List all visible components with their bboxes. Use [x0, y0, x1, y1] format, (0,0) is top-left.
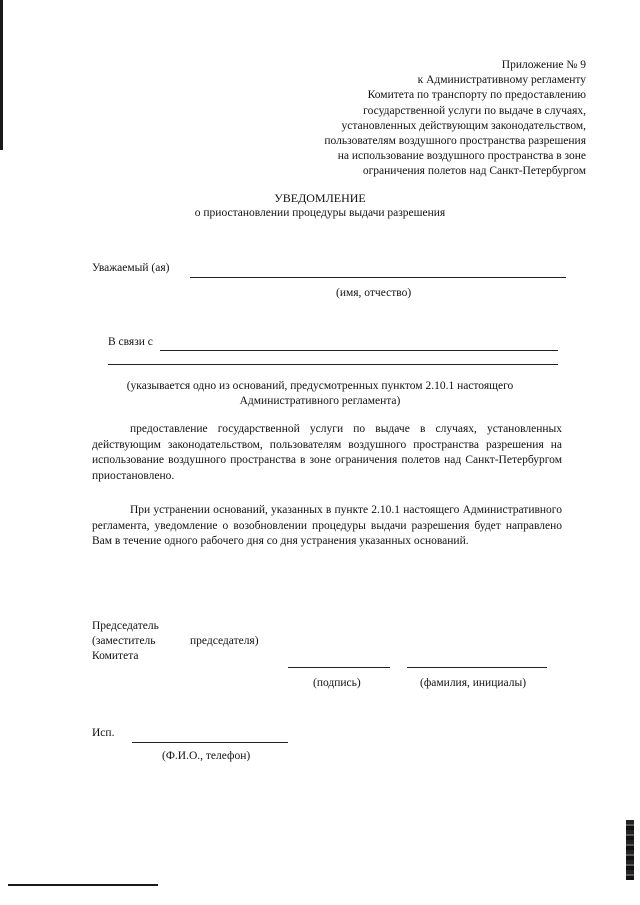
- signature-caption: (подпись): [313, 677, 361, 689]
- document-title: УВЕДОМЛЕНИЕ: [274, 191, 366, 205]
- signature-line: [288, 667, 390, 668]
- appendix-line: государственной услуги по выдаче в случаях,: [363, 104, 586, 117]
- appendix-header: [266, 58, 586, 180]
- appendix-line: ограничения полетов над Санкт-Петербургом: [362, 165, 586, 178]
- scan-edge-left: [0, 0, 3, 150]
- body-paragraph-2: [92, 503, 562, 550]
- executor-line: [132, 742, 288, 743]
- appendix-line: Комитета по транспорту по предоставлению: [367, 89, 586, 102]
- signer-title-line3: Комитета: [92, 650, 139, 662]
- signer-title-line1: Председатель: [92, 620, 159, 632]
- name-line: [407, 667, 547, 668]
- signer-title-line2b: председателя): [190, 635, 259, 647]
- paragraph-text: предоставление государственной услуги по выдаче в случаях, установленных действующим законодательством, пользователям воздушного пространства разрешения на использование воздушного пространства в зоне ограничения полетов над Санкт-Петербургом приостановлено.: [92, 423, 562, 482]
- signer-title-line2a: (заместитель: [92, 635, 156, 647]
- document-subtitle: о приостановлении процедуры выдачи разрешения: [194, 207, 446, 219]
- reason-line-1: [160, 350, 558, 351]
- reason-label: В связи с: [108, 336, 153, 348]
- executor-caption: (Ф.И.О., телефон): [162, 750, 251, 762]
- greeting-caption: (имя, отчество): [336, 287, 412, 299]
- body-paragraph-1: [92, 422, 562, 484]
- appendix-line: на использование воздушного пространства в зоне: [337, 150, 586, 163]
- appendix-line: Приложение № 9: [501, 59, 586, 71]
- paragraph-text: При устранении оснований, указанных в пункте 2.10.1 настоящего Административного регламента, уведомление о возобновлении процедуры выдачи разрешения будет направлено Вам в течение одного рабочего дня со дня устранения указанных оснований.: [92, 504, 562, 548]
- greeting-label: Уважаемый (ая): [92, 262, 170, 274]
- reason-caption-2: Административного регламента): [239, 395, 401, 407]
- name-caption: (фамилия, инициалы): [420, 677, 527, 689]
- scan-edge-right: [626, 820, 634, 880]
- reason-line-2: [108, 364, 558, 365]
- executor-label: Исп.: [92, 727, 115, 739]
- greeting-name-line: [190, 277, 566, 278]
- appendix-line: установленных действующим законодательством,: [341, 119, 586, 132]
- appendix-line: пользователям воздушного пространства разрешения: [324, 135, 586, 148]
- appendix-line: к Административному регламенту: [417, 74, 586, 87]
- reason-caption-1: (указывается одно из оснований, предусмотренных пунктом 2.10.1 настоящего: [126, 380, 514, 392]
- scan-edge-bottom: [8, 884, 158, 886]
